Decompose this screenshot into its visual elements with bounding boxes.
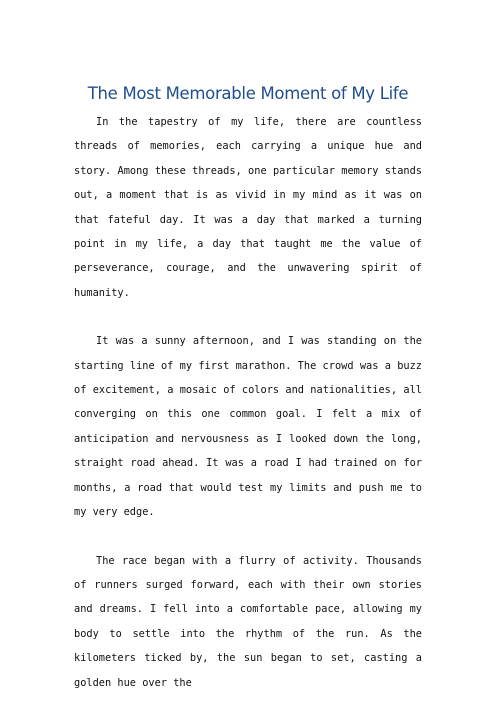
document-title: The Most Memorable Moment of My Life xyxy=(87,84,409,103)
paragraph-3: The race began with a flurry of activity. Thousands of runners surged forward, each with their own stories and dreams. I fell into a comfortable pace, allowing my body to settle into the rhythm of the run. As the kilometers ticked by, the sun began to set, casting a golden hue over the xyxy=(74,554,422,689)
paragraph-1: In the tapestry of my life, there are countless threads of memories, each carrying a unique hue and story. Among these threads, one particular memory stands out, a moment that is as vivid in my mind as it was on that fateful day. It was a day that marked a turning point in my life, a day that taught me the value of perseverance, courage, and the unwavering spirit of humanity. xyxy=(74,116,422,299)
paragraph-2: It was a sunny afternoon, and I was standing on the starting line of my first marathon. The crowd was a buzz of excitement, a mosaic of colors and nationalities, all converging on this one common goal. I felt a mix of anticipation and nervousness as I looked down the long, straight road ahead. It was a road I had trained on for months, a road that would test my limits and push me to my very edge. xyxy=(74,335,422,519)
document-body xyxy=(74,110,422,695)
